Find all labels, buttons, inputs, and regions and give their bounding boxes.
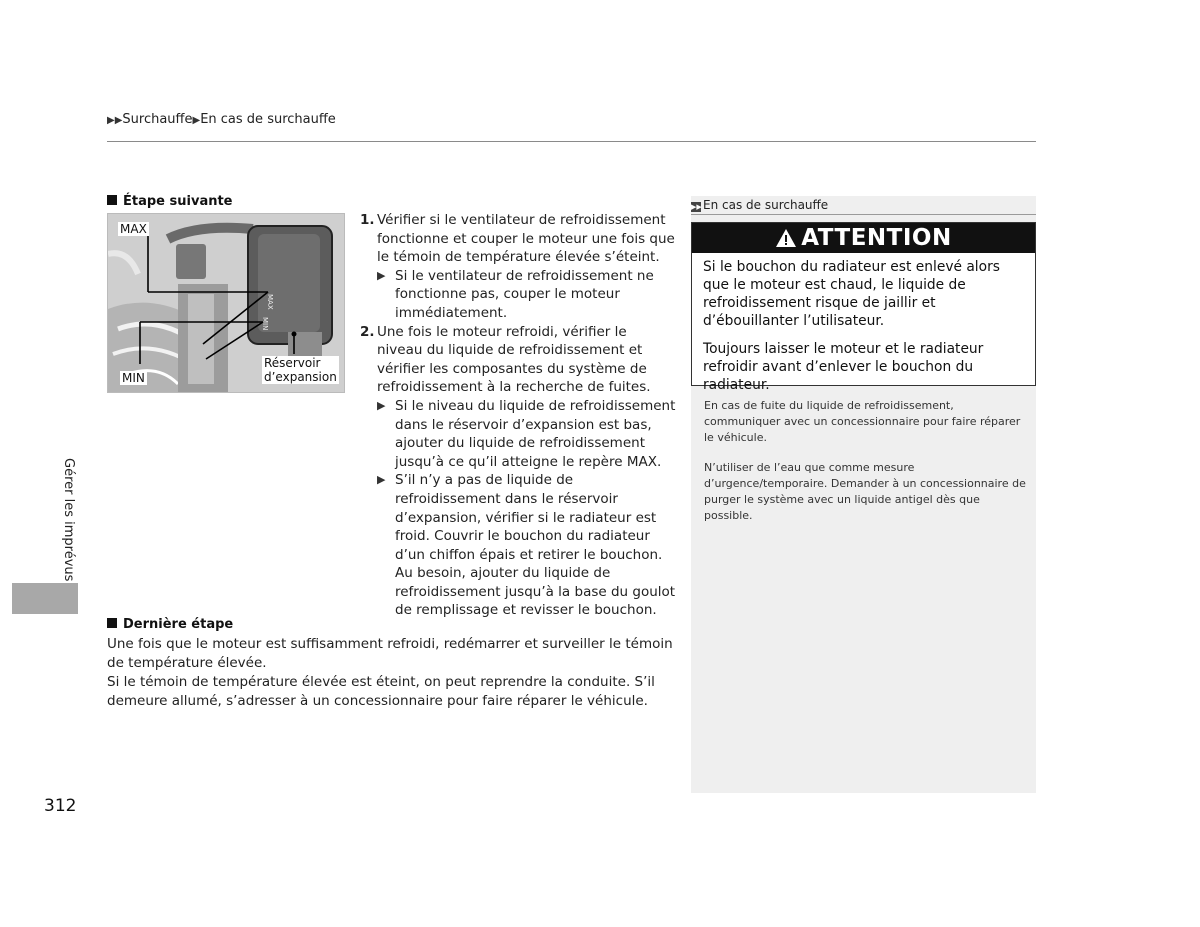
page-number: 312 xyxy=(44,796,77,816)
side-reference-title: En cas de surchauffe xyxy=(703,198,829,212)
diagram-label-reservoir-line2: d’expansion xyxy=(264,370,337,384)
arrow-right-icon: ▶ xyxy=(377,473,386,487)
attention-text xyxy=(692,253,1035,394)
sub-item-text: Si le niveau du liquide de refroidissement dans le réservoir d’expansion est bas, ajouter du liquide de refroidissement jusqu’à ce qu’il atteigne le repère MAX. xyxy=(395,397,676,470)
next-step-heading xyxy=(107,194,233,209)
square-bullet-icon xyxy=(107,195,117,205)
step-2-subs xyxy=(360,397,676,620)
step-1 xyxy=(360,211,676,267)
step-text: Vérifier si le ventilateur de refroidissement fonctionne et couper le moteur une fois que le témoin de température élevée s’éteint. xyxy=(377,212,675,266)
header-divider xyxy=(107,141,1036,142)
sub-item-text: Si le ventilateur de refroidissement ne fonctionne pas, couper le moteur immédiatement. xyxy=(395,267,654,321)
side-note: En cas de fuite du liquide de refroidissement, communiquer avec un concessionnaire pour faire réparer le véhicule. xyxy=(704,399,1021,444)
arrow-right-icon: ▶ xyxy=(377,398,386,412)
attention-header xyxy=(692,223,1035,253)
diagram-label-max: MAX xyxy=(120,222,147,236)
chapter-tab-marker xyxy=(12,583,78,614)
step-2 xyxy=(360,323,676,397)
breadcrumb-arrow-icon: ▶ xyxy=(192,115,201,126)
diagram-label-reservoir-line1: Réservoir xyxy=(264,356,321,370)
attention-box xyxy=(691,222,1036,393)
side-notes xyxy=(704,398,1029,538)
arrow-right-icon: ▶ xyxy=(377,268,386,282)
attention-paragraph: Si le bouchon du radiateur est enlevé alors que le moteur est chaud, le liquide de refroidissement risque de jaillir et d’ébouillanter l’utilisateur. xyxy=(703,259,1000,329)
coolant-reservoir-diagram xyxy=(107,213,345,393)
diagram-label-reservoir xyxy=(262,356,339,384)
breadcrumb xyxy=(107,112,336,127)
next-step-heading-text: Étape suivante xyxy=(123,194,233,209)
last-step-body xyxy=(107,635,677,711)
sub-item-text: S’il n’y a pas de liquide de refroidissement dans le réservoir d’expansion, vérifier si le radiateur est froid. Couvrir le bouchon du radiateur d’un chiffon épais et retirer le bouchon. Au besoin, ajouter du liquide de refroidissement jusqu’à la base du goulot de remplissage et revisser le bouchon. xyxy=(395,472,676,619)
breadcrumb-item-surchauffe[interactable]: Surchauffe xyxy=(122,112,193,127)
svg-text:MIN: MIN xyxy=(261,317,269,331)
step-1-subs xyxy=(360,267,676,323)
warning-triangle-icon xyxy=(775,228,797,248)
side-reference-header[interactable] xyxy=(691,196,1036,215)
last-step-heading xyxy=(107,617,233,632)
last-step-paragraph: Si le témoin de température élevée est éteint, on peut reprendre la conduite. S’il demeure allumé, s’adresser à un concessionnaire pour faire réparer le véhicule. xyxy=(107,674,655,709)
side-note: N’utiliser de l’eau que comme mesure d’urgence/temporaire. Demander à un concessionnaire de purger le système avec un liquide antigel dès que possible. xyxy=(704,461,1026,522)
step-text: Une fois le moteur refroidi, vérifier le niveau du liquide de refroidissement et vérifier les composantes du système de refroidissement à la recherche de fuites. xyxy=(377,323,651,396)
step-number: 2. xyxy=(360,323,375,340)
attention-title: ATTENTION xyxy=(801,225,952,251)
side-panel xyxy=(691,196,1036,793)
steps-list xyxy=(360,211,676,620)
sub-item xyxy=(377,267,676,323)
last-step-paragraph: Une fois que le moteur est suffisamment refroidi, redémarrer et surveiller le témoin de température élevée. xyxy=(107,636,673,671)
sub-item xyxy=(377,471,676,620)
chapter-tab-label[interactable]: Gérer les imprévus xyxy=(61,458,76,582)
square-bullet-icon xyxy=(107,618,117,628)
last-step-heading-text: Dernière étape xyxy=(123,617,234,632)
sub-item xyxy=(377,397,676,471)
diagram-label-min: MIN xyxy=(122,371,145,385)
reference-icon: ▶▶ xyxy=(691,203,702,211)
breadcrumb-item-en-cas[interactable]: En cas de surchauffe xyxy=(200,112,336,127)
step-number: 1. xyxy=(360,212,375,228)
svg-text:MAX: MAX xyxy=(266,294,274,310)
attention-paragraph: Toujours laisser le moteur et le radiateur refroidir avant d’enlever le bouchon du radiateur. xyxy=(703,341,984,393)
breadcrumb-arrow-icon: ▶▶ xyxy=(107,115,123,126)
